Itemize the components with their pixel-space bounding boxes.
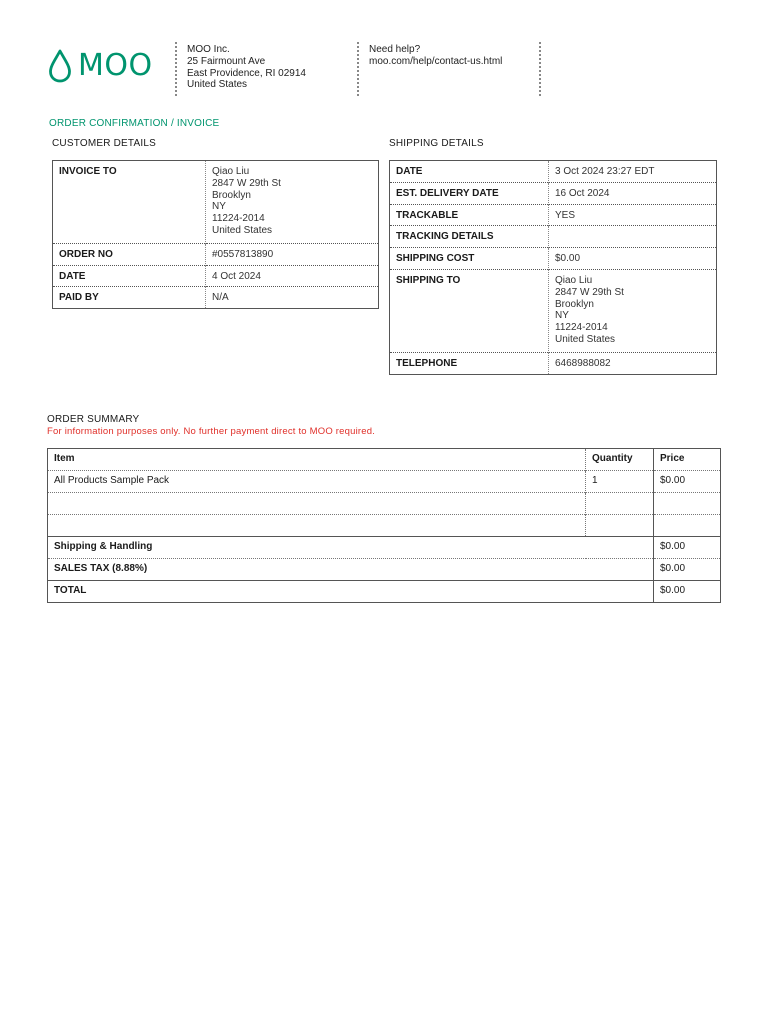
- table-row: [390, 269, 717, 352]
- shipping-details-table: [389, 160, 717, 375]
- est-delivery-value: 16 Oct 2024: [549, 182, 717, 204]
- table-row: [390, 248, 717, 270]
- item-cell: [48, 515, 586, 537]
- address-line: Brooklyn: [212, 189, 251, 201]
- table-row: [48, 515, 721, 537]
- address-line: NY: [212, 201, 226, 213]
- trackable-value: YES: [549, 204, 717, 226]
- table-row: [53, 287, 379, 309]
- sales-tax-label: SALES TAX (8.88%): [48, 559, 654, 581]
- table-row: [48, 493, 721, 515]
- customer-details-heading: CUSTOMER DETAILS: [52, 138, 156, 149]
- shipping-handling-value: $0.00: [654, 537, 721, 559]
- shipping-to-label: SHIPPING TO: [390, 269, 549, 352]
- order-no-value: #0557813890: [206, 243, 379, 265]
- shipping-cost-label: SHIPPING COST: [390, 248, 549, 270]
- column-header-item: Item: [48, 449, 586, 471]
- address-line: 2847 W 29th St: [212, 177, 281, 189]
- sales-tax-value: $0.00: [654, 559, 721, 581]
- moo-logo: [48, 46, 153, 86]
- shipping-cost-value: $0.00: [549, 248, 717, 270]
- total-row: [48, 581, 721, 603]
- telephone-label: TELEPHONE: [390, 352, 549, 374]
- ship-date-label: DATE: [390, 161, 549, 183]
- address-line: East Providence, RI 02914: [187, 67, 306, 79]
- company-address: [187, 44, 306, 91]
- shipping-details-heading: SHIPPING DETAILS: [389, 138, 484, 149]
- address-line: 2847 W 29th St: [555, 286, 624, 298]
- trackable-label: TRACKABLE: [390, 204, 549, 226]
- paid-by-value: N/A: [206, 287, 379, 309]
- address-line: 25 Fairmount Ave: [187, 55, 266, 67]
- total-label: TOTAL: [48, 581, 654, 603]
- divider: [357, 42, 359, 96]
- address-line: Qiao Liu: [212, 166, 250, 177]
- table-row: [53, 243, 379, 265]
- table-row: [390, 204, 717, 226]
- quantity-cell: [586, 515, 654, 537]
- order-summary-table: [47, 448, 721, 603]
- order-summary-note: For information purposes only. No further payment direct to MOO required.: [47, 426, 376, 437]
- address-line: Qiao Liu: [555, 274, 593, 286]
- header: [48, 40, 548, 96]
- moo-drop-icon: [48, 49, 72, 83]
- address-line: United States: [555, 333, 616, 345]
- order-no-label: ORDER NO: [53, 243, 206, 265]
- quantity-cell: [586, 493, 654, 515]
- divider: [539, 42, 541, 96]
- address-line: 11224-2014: [212, 213, 265, 225]
- shipping-handling-label: Shipping & Handling: [48, 537, 654, 559]
- table-row: [48, 471, 721, 493]
- order-summary-heading: ORDER SUMMARY: [47, 414, 140, 425]
- table-header-row: [48, 449, 721, 471]
- total-value: $0.00: [654, 581, 721, 603]
- document-title: ORDER CONFIRMATION / INVOICE: [49, 118, 220, 129]
- telephone-value: 6468988082: [549, 352, 717, 374]
- date-value: 4 Oct 2024: [206, 265, 379, 287]
- address-line: 11224-2014: [555, 322, 608, 334]
- item-cell: [48, 493, 586, 515]
- est-delivery-label: EST. DELIVERY DATE: [390, 182, 549, 204]
- item-cell: All Products Sample Pack: [48, 471, 586, 493]
- help-title: Need help?: [369, 44, 421, 55]
- table-row: [53, 161, 379, 244]
- invoice-to-label: INVOICE TO: [53, 161, 206, 244]
- tracking-details-label: TRACKING DETAILS: [390, 226, 549, 248]
- address-line: MOO Inc.: [187, 44, 230, 55]
- price-cell: [654, 493, 721, 515]
- shipping-handling-row: [48, 537, 721, 559]
- column-header-price: Price: [660, 453, 685, 464]
- ship-date-value: 3 Oct 2024 23:27 EDT: [555, 166, 655, 177]
- date-label: DATE: [53, 265, 206, 287]
- paid-by-label: PAID BY: [53, 287, 206, 309]
- invoice-to-value: [206, 161, 379, 244]
- quantity-cell: 1: [586, 471, 654, 493]
- help-link[interactable]: moo.com/help/contact-us.html: [369, 55, 503, 67]
- tracking-details-value: [549, 226, 717, 248]
- address-line: United States: [212, 224, 273, 236]
- address-line: Brooklyn: [555, 298, 594, 310]
- address-line: United States: [187, 79, 248, 91]
- column-header-quantity: Quantity: [586, 449, 654, 471]
- table-row: [390, 182, 717, 204]
- sales-tax-row: [48, 559, 721, 581]
- brand-name: MOO: [78, 48, 153, 83]
- shipping-to-value: [549, 269, 717, 352]
- price-cell: [654, 515, 721, 537]
- price-cell: $0.00: [654, 471, 721, 493]
- address-line: NY: [555, 310, 569, 322]
- table-row: [390, 352, 717, 374]
- help-block: [369, 44, 502, 68]
- table-row: [390, 161, 717, 183]
- divider: [175, 42, 177, 96]
- table-row: [390, 226, 717, 248]
- customer-details-table: [52, 160, 379, 309]
- table-row: [53, 265, 379, 287]
